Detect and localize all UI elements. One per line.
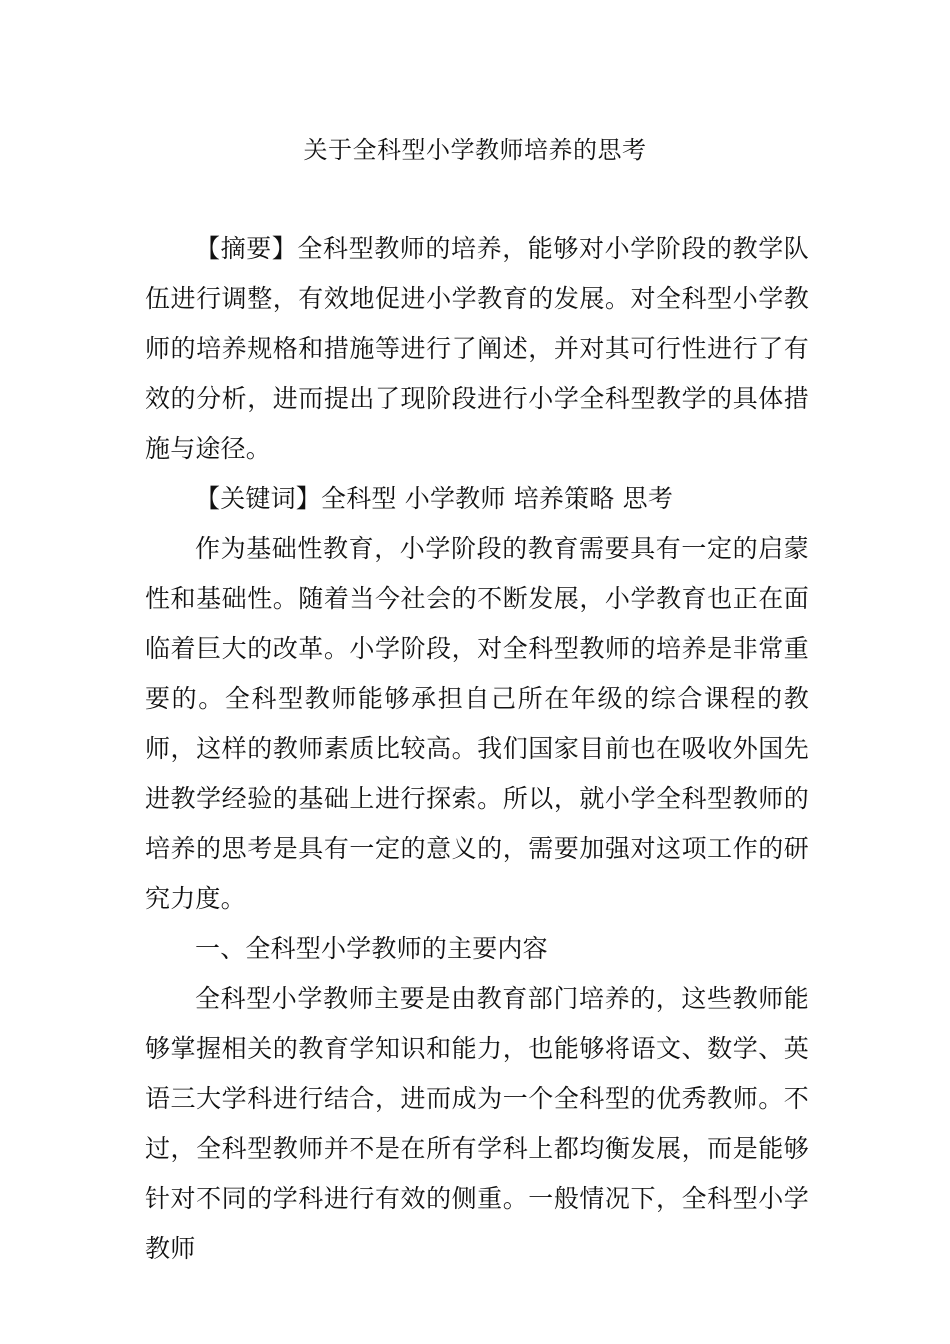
document-body [145, 224, 809, 1274]
section-paragraph: 全科型小学教师主要是由教育部门培养的，这些教师能够掌握相关的教育学知识和能力，也能够将语文、数学、英语三大学科进行结合，进而成为一个全科型的优秀教师。不过，全科型教师并不是在所有学科上都均衡发展，而是能够针对不同的学科进行有效的侧重。一般情况下，全科型小学教师 [145, 984, 809, 1263]
intro-paragraph: 作为基础性教育，小学阶段的教育需要具有一定的启蒙性和基础性。随着当今社会的不断发展，小学教育也正在面临着巨大的改革。小学阶段，对全科型教师的培养是非常重要的。全科型教师能够承担自己所在年级的综合课程的教师，这样的教师素质比较高。我们国家目前也在吸收外国先进教学经验的基础上进行探索。所以，就小学全科型教师的培养的思考是具有一定的意义的，需要加强对这项工作的研究力度。 [145, 534, 809, 913]
keywords-paragraph: 【关键词】全科型 小学教师 培养策略 思考 [195, 484, 674, 513]
document-title: 关于全科型小学教师培养的思考 [303, 136, 647, 164]
section-heading: 一、全科型小学教师的主要内容 [195, 934, 548, 963]
abstract-paragraph: 【摘要】全科型教师的培养，能够对小学阶段的教学队伍进行调整，有效地促进小学教育的发展。对全科型小学教师的培养规格和措施等进行了阐述，并对其可行性进行了有效的分析，进而提出了现阶段进行小学全科型教学的具体措施与途径。 [145, 234, 809, 463]
